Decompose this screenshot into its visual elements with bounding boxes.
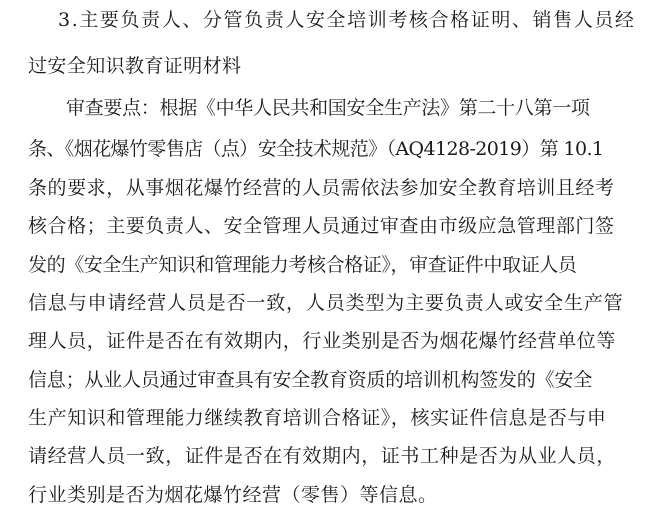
review-text-line-6: 信息与申请经营人员是否一致，人员类型为主要负责人或安全生产管 bbox=[28, 292, 624, 314]
review-text-line-4: 核合格；主要负责人、安全管理人员通过审查由市级应急管理部门签 bbox=[28, 215, 615, 237]
review-text-line-1: 审查要点：根据《中华人民共和国安全生产法》第二十八第一项 bbox=[66, 97, 590, 119]
review-text-line-3: 条的要求，从事烟花爆竹经营的人员需依法参加安全教育培训且经考 bbox=[28, 177, 615, 199]
review-text-line-11: 行业类别是否为烟花爆竹经营（零售）等信息。 bbox=[28, 484, 438, 506]
section-heading-line-2: 过安全知识教育证明材料 bbox=[28, 55, 242, 77]
review-text-line-9: 生产知识和管理能力继续教育培训合格证》，核实证件信息是否与申 bbox=[28, 407, 607, 429]
review-text-line-10: 请经营人员一致，证件是否在有效期内，证书工种是否为从业人员， bbox=[28, 445, 617, 467]
review-text-line-7: 理人员，证件是否在有效期内，行业类别是否为烟花爆竹经营单位等 bbox=[28, 330, 617, 352]
section-heading-line-1: 3.主要负责人、分管负责人安全培训考核合格证明、销售人员经 bbox=[58, 9, 636, 31]
review-text-line-2: 条、《烟花爆竹零售店（点）安全技术规范》（AQ4128-2019）第 10.1 bbox=[28, 138, 604, 160]
review-text-line-8: 信息；从业人员通过审查具有安全教育资质的培训机构签发的《安全 bbox=[28, 369, 593, 391]
review-text-line-5: 发的《安全生产知识和管理能力考核合格证》，审查证件中取证人员 bbox=[28, 254, 577, 276]
